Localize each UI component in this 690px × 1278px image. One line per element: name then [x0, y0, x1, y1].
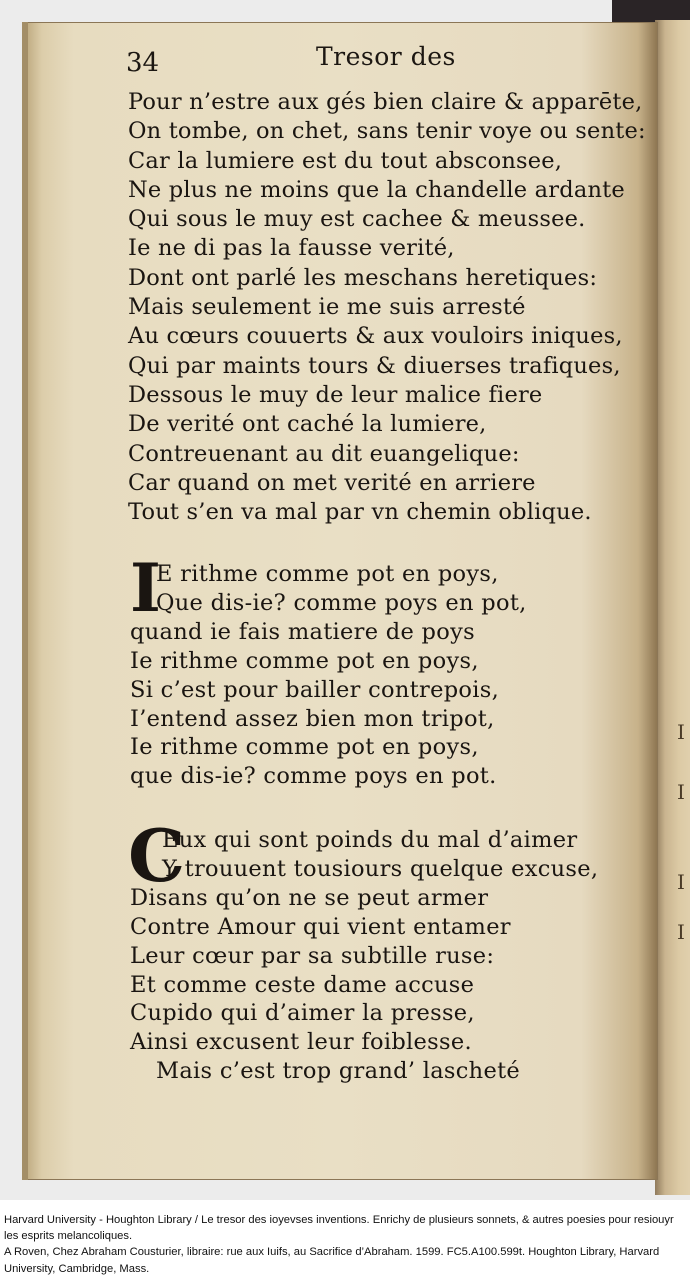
verse-line: Ie rithme comme pot en poys, [130, 734, 479, 761]
verse-line: Contreuenant au dit euangelique: [128, 440, 520, 467]
verse-line: I’entend assez bien mon tripot, [130, 705, 495, 732]
stanza-3 [130, 826, 650, 1086]
bleed-letter: I [677, 780, 685, 804]
verse-line: Y trouuent tousiours quelque excuse, [162, 855, 599, 882]
verse-line: que dis-ie? comme poys en pot. [130, 763, 497, 790]
verse-line: Dessous le muy de leur malice fiere [128, 381, 543, 408]
verse-line: On tombe, on chet, sans tenir voye ou sente: [128, 118, 646, 145]
verse-line: quand ie fais matiere de poys [130, 618, 475, 645]
verse-line: Au cœurs couuerts & aux vouloirs iniques, [128, 323, 623, 350]
verse-line: E rithme comme pot en poys, [156, 561, 499, 587]
verse-line: Contre Amour qui vient entamer [130, 913, 511, 940]
stanza-2 [130, 560, 650, 791]
verse-line: Qui sous le muy est cachee & meussee. [128, 206, 586, 233]
running-head: Tresor des [316, 42, 456, 71]
bleed-letter: I [677, 870, 685, 894]
verse-line: Pour n’estre aux gés bien claire & apparēte, [128, 89, 643, 115]
verse-line: Si c’est pour bailler contrepois, [130, 676, 500, 703]
page-number: 34 [126, 48, 160, 78]
caption-line-1: Harvard University - Houghton Library / Le tresor des ioyevses inventions. Enrichy de plusieurs sonnets, & autres poesies pour resiouyr les esprits melancoliques. [4, 1214, 674, 1243]
verse-line: Leur cœur par sa subtille ruse: [130, 942, 495, 969]
verse-line: Ie rithme comme pot en poys, [130, 647, 479, 674]
verse-line: Et comme ceste dame accuse [130, 971, 475, 998]
facing-page-edge [655, 20, 690, 1195]
verse-line: Car la lumiere est du tout absconsee, [128, 147, 563, 174]
verse-line: Eux qui sont poinds du mal d’aimer [162, 827, 578, 853]
verse-line: Cupido qui d’aimer la presse, [130, 1000, 475, 1027]
verse-line: Mais seulement ie me suis arresté [128, 294, 526, 321]
verse-line: Ainsi excusent leur foiblesse. [130, 1029, 472, 1056]
page-gutter [22, 22, 28, 1180]
verse-line: Que dis-ie? comme poys en pot, [156, 589, 527, 616]
drop-cap-i: I [130, 549, 161, 627]
stanza-1 [128, 88, 648, 527]
verse-line: De verité ont caché la lumiere, [128, 411, 487, 438]
bleed-letter: I [677, 920, 685, 944]
caption-line-2: A Roven, Chez Abraham Cousturier, libraire: rue aux Iuifs, au Sacrifice d’Abraham. 1599. FC5.A100.599t. Houghton Library, Harvard University, Cambridge, Mass. [4, 1246, 660, 1275]
verse-line: Ne plus ne moins que la chandelle ardante [128, 176, 625, 203]
verse-line: Tout s’en va mal par vn chemin oblique. [128, 499, 592, 526]
verse-line: Mais c’est trop grand’ lascheté [156, 1058, 521, 1085]
verse-line: Qui par maints tours & diuerses trafiques, [128, 352, 621, 379]
attribution-caption [4, 1212, 684, 1277]
verse-line: Ie ne di pas la fausse verité, [128, 235, 455, 262]
verse-line: Car quand on met verité en arriere [128, 469, 536, 496]
verse-line: Dont ont parlé les meschans heretiques: [128, 264, 598, 291]
page-header [122, 42, 642, 76]
verse-line: Disans qu’on ne se peut armer [130, 884, 489, 911]
bleed-letter: I [677, 720, 685, 744]
drop-cap-c: C [128, 813, 186, 898]
